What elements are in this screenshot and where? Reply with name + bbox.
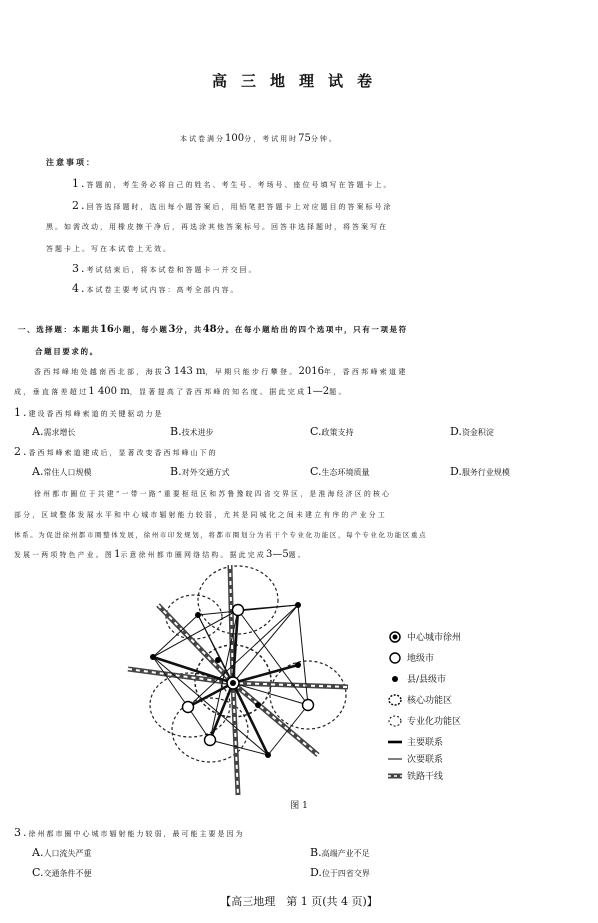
county-city <box>255 702 261 708</box>
secondary-link-icon <box>388 753 402 765</box>
center-city-icon <box>388 631 402 643</box>
q2-option-d[interactable]: D.服务行业规模 <box>450 465 510 478</box>
exam-intro <box>180 133 338 144</box>
q1-option-b[interactable]: B.技术进步 <box>170 425 214 438</box>
legend-special: 专业化功能区 <box>388 714 461 727</box>
question-3: 3.徐州都市圈中心城市辐射能力较弱，最可能主要是因为 <box>14 826 245 839</box>
note-2-cont-1: 黑。如需改动，用橡皮擦干净后，再选涂其他答案标号。回答非选择题时，将答案写在 <box>46 223 388 231</box>
county-city <box>295 662 301 668</box>
note-2: 2.回答选择题时，选出每小题答案后，用铅笔把答题卡上对应题目的答案标号涂 <box>72 199 393 212</box>
intro-pre: 本试卷满分 <box>180 135 225 143</box>
county-city <box>195 612 201 618</box>
zone-northwest <box>166 595 222 639</box>
passage2-line2: 部分，区域整体发展水平和中心城市辐射能力较弱，尤其是同城化之间未建立有序的产业分工 <box>14 511 387 519</box>
prefecture-city <box>183 702 194 713</box>
question-1: 1.建设香西邦峰索道的关键驱动力是 <box>14 406 164 419</box>
legend-core: 核心功能区 <box>388 693 452 706</box>
q3-option-a[interactable]: A.人口流失严重 <box>32 846 92 859</box>
section-heading-cont: 合题目要求的。 <box>35 347 99 356</box>
note-3: 3.考试结束后，将本试卷和答题卡一并交回。 <box>72 262 258 275</box>
q2-option-b[interactable]: B.对外交通方式 <box>170 465 230 478</box>
note-2-cont-2: 答题卡上。写在本试卷上无效。 <box>46 245 172 253</box>
passage2-line1: 徐州都市圈位于共建“一带一路”重要枢纽区和苏鲁豫皖四省交界区，是淮海经济区的核心 <box>34 490 392 498</box>
railway-icon <box>388 770 402 782</box>
page-footer: 【高三地理 第 1 页(共 4 页)】 <box>220 895 378 908</box>
note-4: 4.本试卷主要考试内容：高考全部内容。 <box>72 282 240 295</box>
q3-option-d[interactable]: D.位于四省交界 <box>310 866 370 879</box>
q3-option-b[interactable]: B.高端产业不足 <box>310 846 370 859</box>
core-zone-icon <box>388 694 402 706</box>
prefecture-city <box>233 605 244 616</box>
main-link-icon <box>388 736 402 748</box>
network-map <box>118 565 358 795</box>
notes-heading: 注意事项： <box>46 157 96 167</box>
legend-prefecture: 地级市 <box>388 651 434 664</box>
legend-main: 主要联系 <box>388 735 443 748</box>
legend-center: 中心城市徐州 <box>388 630 461 643</box>
county-city <box>215 657 221 663</box>
passage1-line1: 香西邦峰地处越南西北部，海拔3 143 m，早期只能步行攀登。2016年，香西邦峰索道建 <box>34 366 408 377</box>
q2-option-a[interactable]: A.常住人口规模 <box>32 465 92 478</box>
special-zone-icon <box>388 715 402 727</box>
function-zones <box>150 566 346 762</box>
legend-county: 县/县级市 <box>388 672 446 685</box>
figure-caption: 图 1 <box>290 801 308 811</box>
county-city-icon <box>388 673 402 685</box>
q2-option-c[interactable]: C.生态环境质量 <box>310 465 370 478</box>
q3-option-c[interactable]: C.交通条件不便 <box>32 866 92 879</box>
intro-mid: 分，考试用时 <box>244 135 299 143</box>
prefecture-city <box>205 735 216 746</box>
section-heading: 一、选择题：本题共16小题，每小题3分，共48分。在每小题给出的四个选项中，只有一项是符 <box>18 324 408 335</box>
q1-option-a[interactable]: A.需求增长 <box>32 425 76 438</box>
zone-east <box>270 661 346 729</box>
q1-option-d[interactable]: D.资金积淀 <box>450 425 494 438</box>
intro-time: 75 <box>298 133 311 144</box>
county-city <box>150 654 156 660</box>
intro-score: 100 <box>225 133 245 144</box>
legend-secondary: 次要联系 <box>388 752 443 765</box>
note-1: 1.答题前，考生务必将自己的姓名、考生号、考场号、座位号填写在答题卡上。 <box>72 177 393 190</box>
county-city <box>265 752 271 758</box>
legend-railway: 铁路干线 <box>388 769 443 782</box>
prefecture-city <box>303 700 314 711</box>
county-city <box>295 602 301 608</box>
passage2-line4: 发展一两项特色产业。图1示意徐州都市圈网络结构。据此完成3—5题。 <box>14 549 307 560</box>
passage1-line2: 成，垂直落差超过1 400 m，显著提高了香西邦峰的知名度。据此完成1—2题。 <box>14 386 348 397</box>
passage2-line3: 体系。为促进徐州都市圈整体发展，徐州市印发规划，将都市圈划分为若干个专业化功能区，每个专业化功能区重点 <box>14 531 428 539</box>
q1-option-c[interactable]: C.政策支持 <box>310 425 354 438</box>
intro-post: 分钟。 <box>310 135 338 143</box>
page-title: 高三地理试卷 <box>211 72 386 90</box>
question-2: 2.香西邦峰索道建成后，显著改变香西邦峰山下的 <box>14 445 218 458</box>
prefecture-city-icon <box>388 652 402 664</box>
